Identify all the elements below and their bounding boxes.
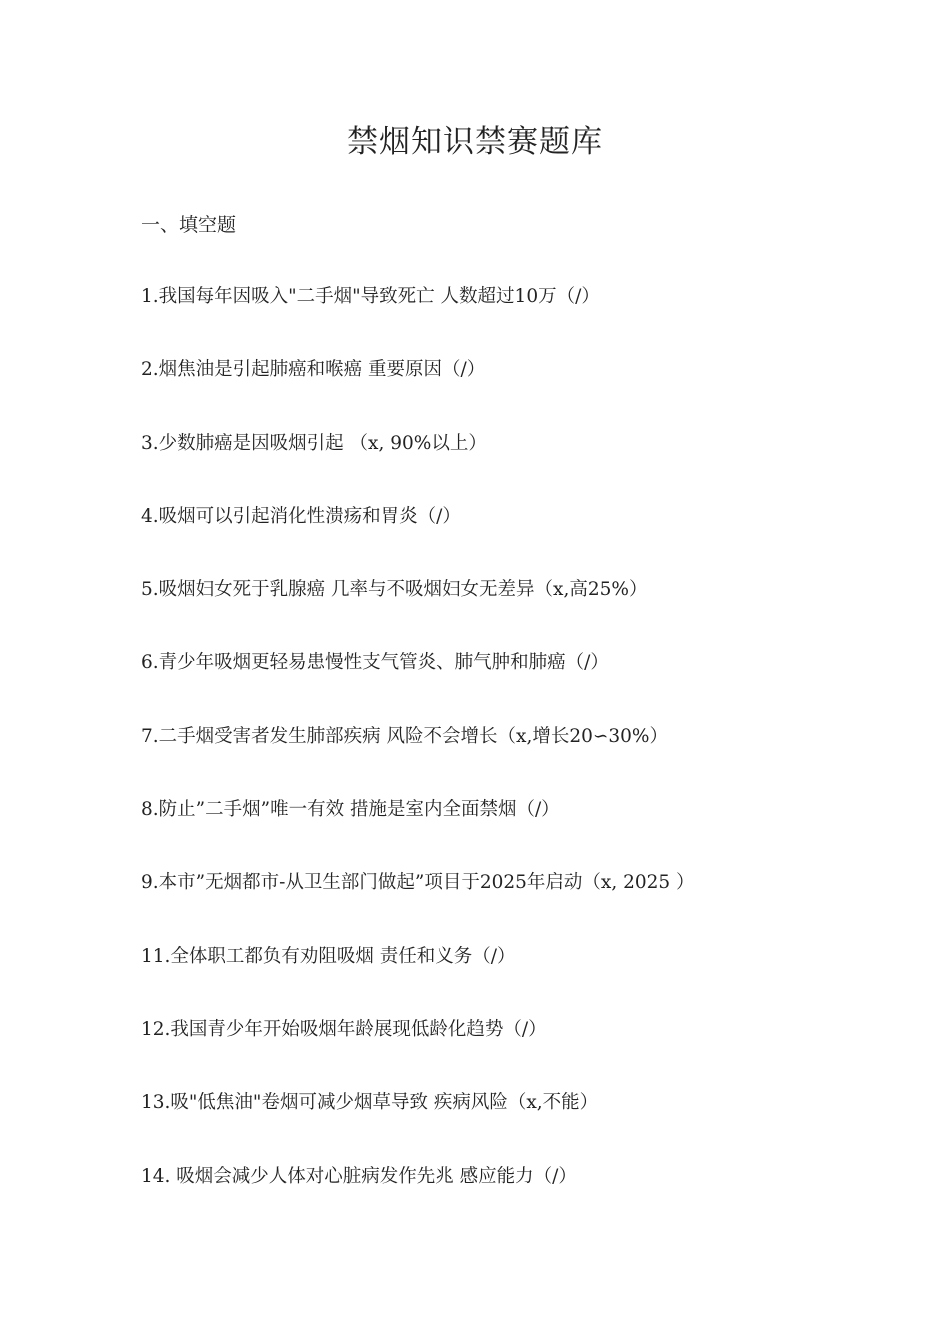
question-item: 13.吸"低焦油"卷烟可减少烟草导致 疾病风险（x,不能） [141,1092,599,1114]
question-item: 8.防止”二手烟”唯一有效 措施是室内全面禁烟（/） [141,799,560,821]
document-title: 禁烟知识禁赛题库 [347,124,603,160]
question-item: 11.全体职工都负有劝阻吸烟 责任和义务（/） [141,945,516,967]
question-item: 7.二手烟受害者发生肺部疾病 风险不会增长（x,增长20∽30%） [141,725,669,747]
section-heading: 一、填空题 [141,214,237,236]
question-item: 6.青少年吸烟更轻易患慢性支气管炎、肺气肿和肺癌（/） [141,652,609,674]
question-item: 3.少数肺癌是因吸烟引起 （x, 90%以上） [141,432,487,454]
question-list [141,282,921,1235]
question-item: 14. 吸烟会减少人体对心脏病发作先兆 感应能力（/） [141,1165,577,1187]
question-item: 4.吸烟可以引起消化性溃疡和胃炎（/） [141,505,461,527]
question-item: 12.我国青少年开始吸烟年龄展现低龄化趋势（/） [141,1018,547,1040]
question-item: 2.烟焦油是引起肺癌和喉癌 重要原因（/） [141,359,486,381]
question-item: 1.我国每年因吸入"二手烟"导致死亡 人数超过10万（/） [141,286,600,307]
question-item: 5.吸烟妇女死于乳腺癌 几率与不吸烟妇女无差异（x,高25%） [141,579,648,601]
question-item: 9.本市”无烟都市-从卫生部门做起”项目于2025年启动（x, 2025 ） [141,872,695,894]
